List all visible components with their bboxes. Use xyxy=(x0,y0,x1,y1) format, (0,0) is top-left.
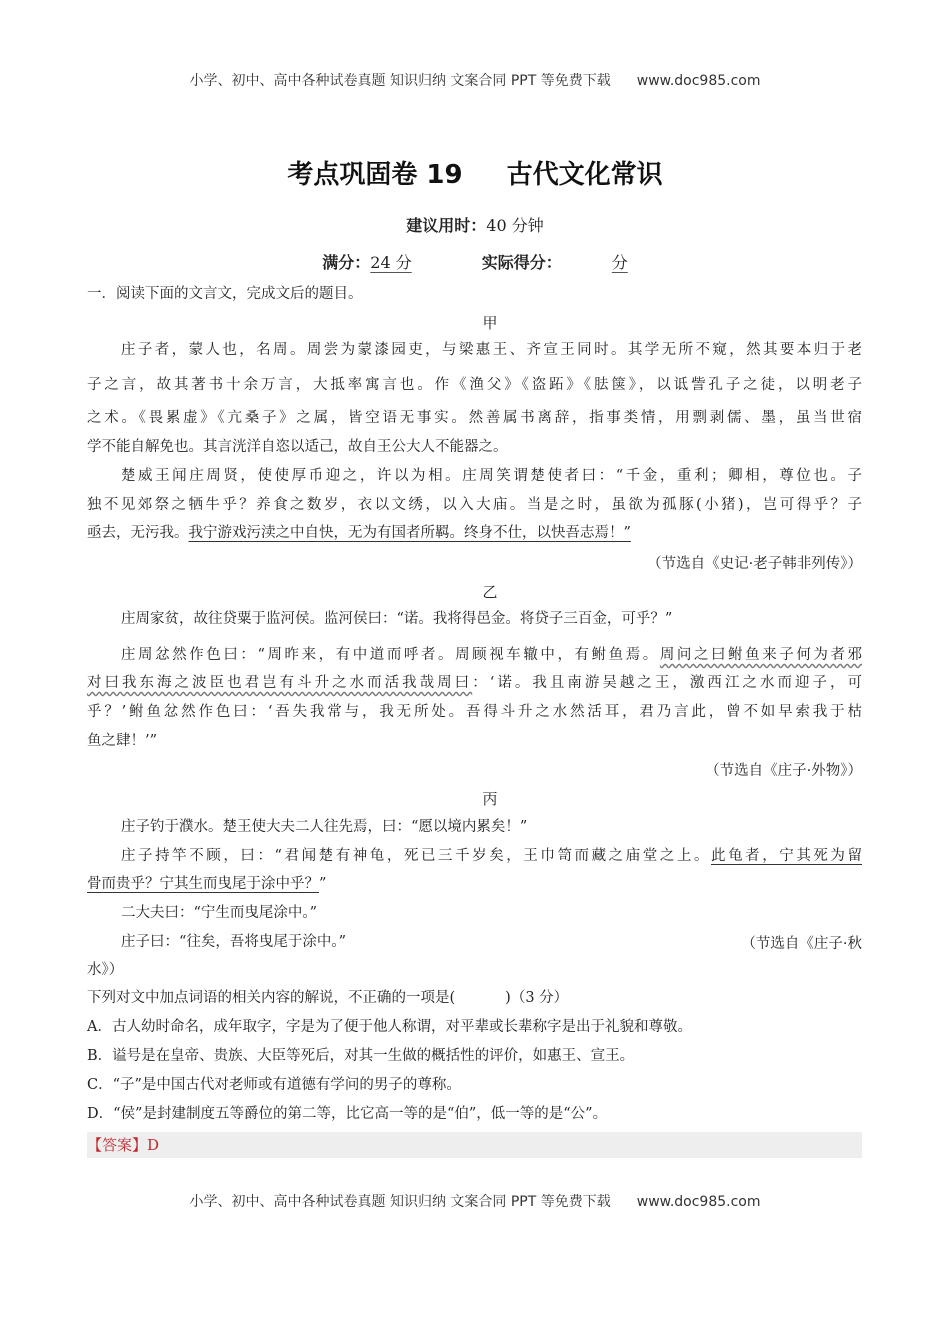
full-score-value: 24 分 xyxy=(370,253,412,272)
passage-line: 之术。《畏累虚》《亢桑子》之属，皆空语无事实。然善属书离辞，指事类情，用剽剥儒、墨，虽当世宿 xyxy=(87,410,862,426)
page-title xyxy=(0,154,950,191)
actual-score-unit: 分 xyxy=(611,253,628,272)
text-plain: 亟去，无污我。 xyxy=(87,525,189,541)
source-citation: （节选自《史记·老子韩非列传》） xyxy=(647,556,862,572)
time-value: 40 分钟 xyxy=(486,216,544,235)
section-intro: 一．阅读下面的文言文，完成文后的题目。 xyxy=(87,286,363,302)
passage-yi-label: 乙 xyxy=(482,583,498,601)
passage-line: 二大夫曰：“宁生而曳尾涂中。” xyxy=(121,905,318,921)
underlined-sentence: 骨而贵乎？宁其生而曳尾于涂中乎？ xyxy=(87,876,319,892)
title-left: 考点巩固卷 19 xyxy=(287,160,463,190)
passage-line: 楚威王闻庄周贤，使使厚币迎之，许以为相。庄周笑谓楚使者曰：“千金，重利；卿相，尊位也。子 xyxy=(121,468,862,484)
passage-line: 庄子钓于濮水。楚王使大夫二人往先焉，曰：“愿以境内累矣！” xyxy=(121,819,528,835)
page-footer xyxy=(0,1191,950,1211)
answer-label: 【答案】 xyxy=(87,1136,148,1154)
passage-line: 子之言，故其著书十余万言，大抵率寓言也。作《渔父》《盗跖》《胠箧》，以诋訾孔子之徒，以明老子 xyxy=(87,377,862,393)
option-a: A．古人幼时命名，成年取字，字是为了便于他人称谓，对平辈或长辈称字是出于礼貌和尊敬。 xyxy=(87,1019,692,1035)
header-text: 小学、初中、高中各种试卷真题 知识归纳 文案合同 PPT 等免费下载 xyxy=(189,73,611,89)
title-right: 古代文化常识 xyxy=(506,160,663,190)
passage-line xyxy=(87,645,862,665)
actual-score-label: 实际得分： xyxy=(481,253,562,272)
passage-line: 鱼之肆！’” xyxy=(87,733,158,749)
source-citation-cont: 水》） xyxy=(87,962,124,978)
passage-line xyxy=(87,673,862,693)
passage-line xyxy=(87,846,862,866)
source-citation: （节选自《庄子·秋 xyxy=(741,936,862,952)
suggested-time xyxy=(0,213,950,236)
answer-box xyxy=(87,1132,862,1158)
answer-value: D xyxy=(147,1136,160,1154)
passage-line: 庄周家贫，故往贷粟于监河侯。监河侯曰：“诺。我将得邑金。将贷子三百金，可乎？” xyxy=(121,611,673,627)
time-label: 建议用时： xyxy=(406,216,487,235)
passage-bing-label: 丙 xyxy=(482,790,498,808)
text-plain: 庄周忿然作色曰：“周昨来，有中道而呼者。周顾视车辙中，有鲋鱼焉。 xyxy=(121,647,660,663)
text-plain: ：‘诺。我且南游吴越之王，激西江之水而迎子，可 xyxy=(472,675,863,691)
full-score-label: 满分： xyxy=(322,253,371,272)
passage-jia-label: 甲 xyxy=(482,314,498,332)
score-line xyxy=(0,250,950,273)
passage-line: 乎？’鲋鱼忿然作色曰：‘吾失我常与，我无所处。吾得斗升之水然活耳，君乃言此，曾不如早索我于枯 xyxy=(87,704,862,720)
passage-line xyxy=(87,523,862,543)
question-text: 下列对文中加点词语的相关内容的解说，不正确的一项是( xyxy=(87,990,456,1006)
actual-score-field[interactable] xyxy=(562,253,628,272)
passage-line: 学不能自解免也。其言洸洋自恣以适己，故自王公大人不能器之。 xyxy=(87,439,508,455)
header-url[interactable]: www.doc985.com xyxy=(636,73,761,89)
text-plain: 庄子持竿不顾，曰：“君闻楚有神龟，死已三千岁矣，王巾笥而藏之庙堂之上。 xyxy=(121,848,712,864)
question-stem xyxy=(87,988,862,1008)
passage-line: 庄子者，蒙人也，名周。周尝为蒙漆园吏，与梁惠王、齐宣王同时。其学无所不窥，然其要本归于老 xyxy=(121,342,862,358)
passage-line xyxy=(87,874,862,894)
underlined-sentence: 我宁游戏污渎之中自快，无为有国者所羁。终身不仕，以快吾志焉！” xyxy=(188,525,631,541)
underlined-sentence: 此龟者，宁其死为留 xyxy=(711,848,862,864)
text-plain: ” xyxy=(319,876,327,892)
wavy-underlined-text: 对曰我东海之波臣也君岂有斗升之水而活我哉周曰 xyxy=(87,675,473,691)
footer-text: 小学、初中、高中各种试卷真题 知识归纳 文案合同 PPT 等免费下载 xyxy=(189,1194,611,1210)
wavy-underlined-text: 周问之曰鲋鱼来子何为者邪 xyxy=(659,647,863,663)
passage-line: 庄子曰：“往矣，吾将曳尾于涂中。” xyxy=(121,934,347,950)
option-b: B．谥号是在皇帝、贵族、大臣等死后，对其一生做的概括性的评价，如惠王、宣王。 xyxy=(87,1048,635,1064)
option-d: D．“侯”是封建制度五等爵位的第二等，比它高一等的是“伯”，低一等的是“公”。 xyxy=(87,1106,608,1122)
option-c: C．“子”是中国古代对老师或有道德有学问的男子的尊称。 xyxy=(87,1077,461,1093)
page-header xyxy=(0,70,950,90)
footer-url[interactable]: www.doc985.com xyxy=(636,1194,761,1210)
source-citation: （节选自《庄子·外物》） xyxy=(705,763,862,779)
question-points: )（3 分） xyxy=(505,990,569,1006)
passage-line: 独不见郊祭之牺牛乎？养食之数岁，衣以文绣，以入大庙。当是之时，虽欲为孤豚(小猪)，岂可得乎？子 xyxy=(87,497,862,513)
